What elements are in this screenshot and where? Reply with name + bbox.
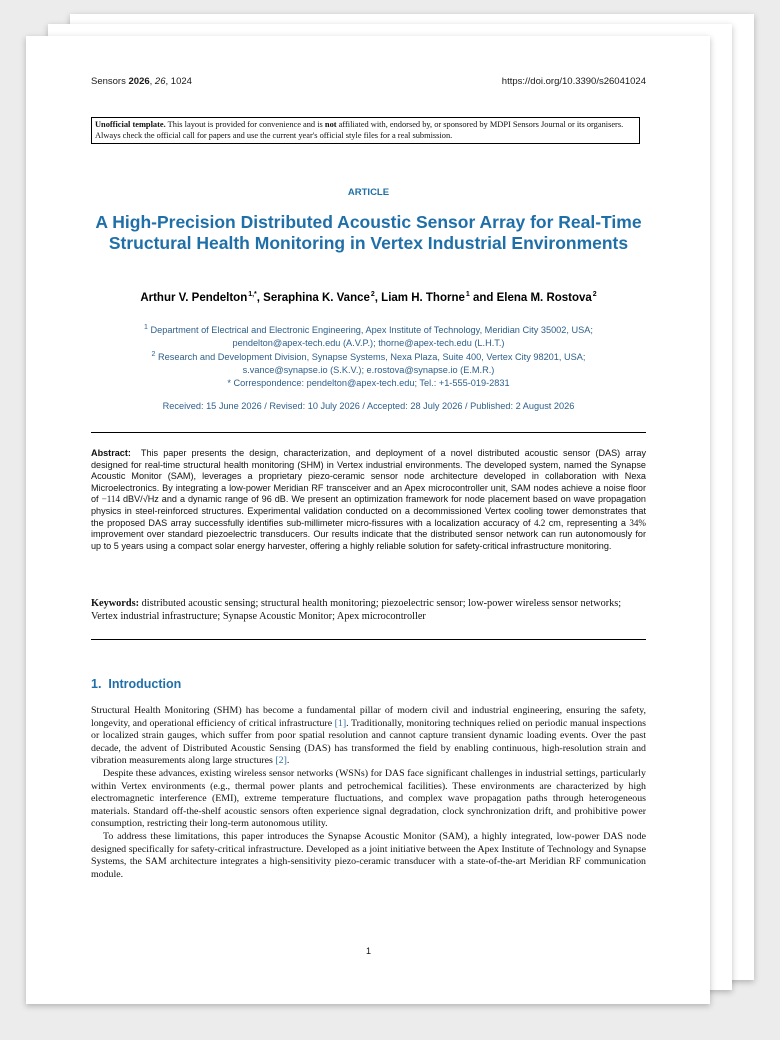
divider-top xyxy=(91,432,646,433)
correspondence: * Correspondence: pendelton@apex-tech.edu; Tel.: +1-555-019-2831 xyxy=(227,377,510,388)
paper-page xyxy=(26,36,710,1004)
keywords-label: Keywords: xyxy=(91,598,140,609)
paragraph: To address these limitations, this paper introduces the Synapse Acoustic Monitor (SAM), a highly integrated, low-power DAS node designed specifically for safety-critical infrastructure. Developed as a joint initiative between the Apex Institute of Technology and Synapse Systems, the SAM architecture integrates a high-sensitivity piezo-ceramic transducer with a state-of-the-art Meridian RF communication module. xyxy=(91,830,646,880)
abstract: Abstract: This paper presents the design, characterization, and deployment of a novel distributed acoustic sensor (DAS) array designed for real-time structural health monitoring (SHM) in Vertex industrial environments. The developed system, named the Synapse Acoustic Monitor (SAM), leverages a proprietary piezo-ceramic sensor node architecture developed in collaboration with Nexa Microelectronics. By integrating a low-power Meridian RF transceiver and an Apex microcontroller unit, SAM nodes achieve a noise floor of −114 dBV/√Hz and a dynamic range of 96 dB. We present an optimization framework for node placement based on wave propagation physics in steel-reinforced structures. Experimental validation conducted on a decommissioned Vertex cooling tower demonstrates that the proposed DAS array successfully identifies sub-millimeter micro-fissures with a localization accuracy of 4.2 cm, representing a 34% improvement over standard piezoelectric transducers. Our results indicate that the distributed sensor network can run autonomously for up to 5 years using a compact solar energy harvester, offering a highly reliable solution for safety-critical infrastructure monitoring. xyxy=(91,448,646,551)
affiliation-2-emails: s.vance@synapse.io (S.K.V.); e.rostova@synapse.io (E.M.R.) xyxy=(242,364,495,375)
author: Seraphina K. Vance xyxy=(263,291,370,304)
affiliations xyxy=(91,322,646,389)
divider-bottom xyxy=(91,639,646,640)
body-text xyxy=(91,705,646,881)
abstract-label: Abstract: xyxy=(91,448,131,458)
affiliation-1-emails: pendelton@apex-tech.edu (A.V.P.); thorne@apex-tech.edu (L.H.T.) xyxy=(232,337,505,348)
affiliation-1: $^1$ Department of Electrical and Electronic Engineering, Apex Institute of Technology, Meridian City 35002, USA; xyxy=(144,324,593,336)
unofficial-template-notice: Unofficial template. This layout is provided for convenience and is not affiliated with, endorsed by, or sponsored by MDPI Sensors Journal or its organisers. Always check the official call for papers and use the current year's official style files for a real submission. xyxy=(91,117,640,144)
running-header xyxy=(91,76,646,87)
keywords: Keywords: distributed acoustic sensing; structural health monitoring; piezoelectric sensor; low-power wireless sensor networks; Vertex industrial infrastructure; Synapse Acoustic Monitor; Apex microcontroller xyxy=(91,598,622,622)
author: Arthur V. Pendelton xyxy=(140,291,248,304)
author-list: Arthur V. Pendelton $^{1,*}$, Seraphina K. Vance $^2$, Liam H. Thorne $^1$ and Elena M. Rostova $^2$ xyxy=(140,291,597,304)
doi-link[interactable]: https://doi.org/10.3390/s26041024 xyxy=(501,76,646,87)
page-number: 1 xyxy=(365,946,371,956)
citation-link[interactable]: [2] xyxy=(275,755,287,767)
paper-title: A High-Precision Distributed Acoustic Sensor Array for Real-Time Structural Health Monitoring in Vertex Industrial Environments xyxy=(95,212,642,253)
notice-label: Unofficial template. xyxy=(95,120,166,129)
affiliation-2: $^2$ Research and Development Division, Synapse Systems, Nexa Plaza, Suite 400, Vertex City 98201, USA; xyxy=(151,351,586,363)
author: Elena M. Rostova xyxy=(496,291,592,304)
article-type: ARTICLE xyxy=(347,187,390,198)
paragraph: Structural Health Monitoring (SHM) has become a fundamental pillar of modern civil and industrial engineering, ensuring the safety, longevity, and operational efficiency of critical infrastructure [1]. Traditionally, monitoring techniques relied on periodic manual inspections or localized strain gauges, which suffer from poor spatial resolution and cannot capture transient dynamic loading events. Over the past decade, the advent of Distributed Acoustic Sensing (DAS) has transformed the field by enabling continuous, high-resolution strain and vibration measurements along large structures [2]. xyxy=(91,705,646,767)
publication-dates: Received: 15 June 2026 / Revised: 10 July 2026 / Accepted: 28 July 2026 / Published: 2 August 2026 xyxy=(162,401,575,411)
paragraph: Despite these advances, existing wireless sensor networks (WSNs) for DAS face significant challenges in industrial settings, particularly within Vertex environments (e.g., thermal power plants and petrochemical facilities). These environments are characterized by high electromagnetic interference (EMI), extreme temperature fluctuations, and complex wave propagation paths through heterogeneous materials. Standard off-the-shelf acoustic sensors often experience signal degradation, clock synchronization drift, and prohibitive power consumption, restricting their long-term autonomous utility. xyxy=(91,767,646,830)
citation-link[interactable]: [1] xyxy=(334,717,347,729)
journal-citation: Sensors 2026, 26, 1024 xyxy=(91,76,192,87)
author: Liam H. Thorne xyxy=(381,291,465,304)
section-heading: 1. Introduction xyxy=(91,677,182,691)
